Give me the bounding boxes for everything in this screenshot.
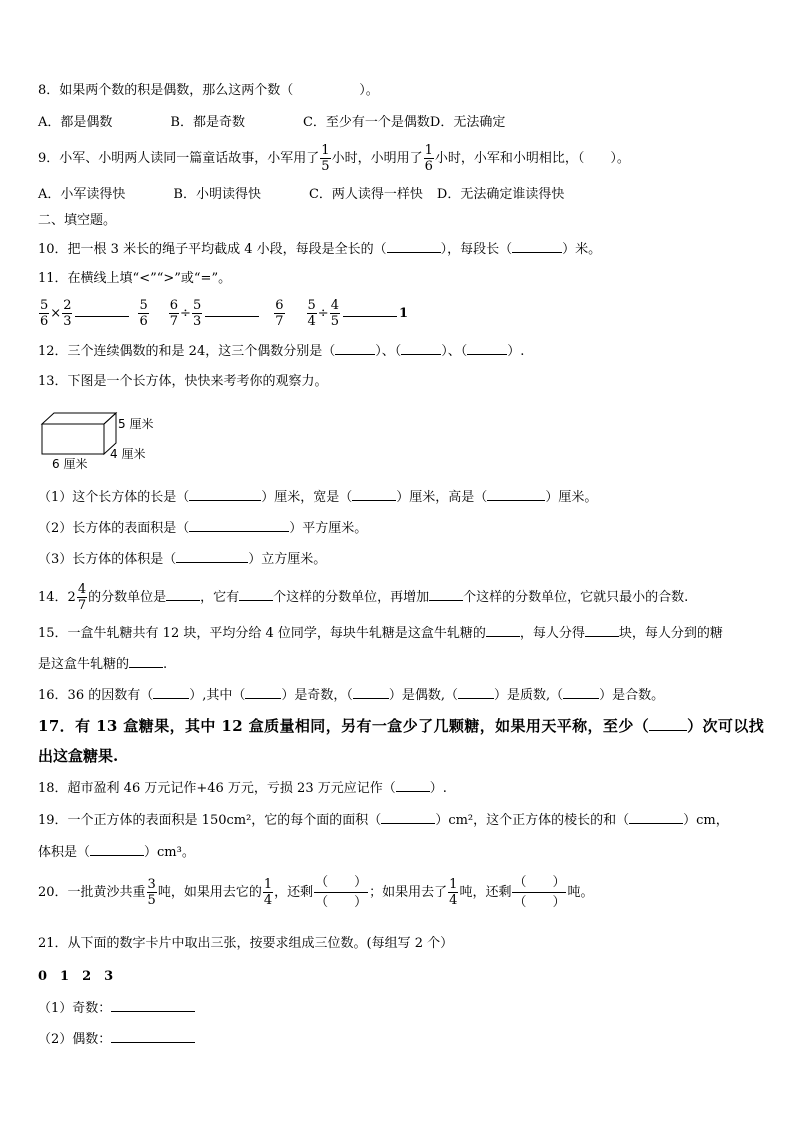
height-label: 5 厘米 xyxy=(118,417,154,431)
q17-text-1: 17．有 13 盒糖果，其中 12 盒质量相同，另有一盒少了几颗糖，如果用天平称，至少（ xyxy=(38,717,650,735)
fraction-numerator: 3 xyxy=(147,877,156,892)
answer-blank[interactable] xyxy=(429,588,463,601)
question-8-stem xyxy=(38,82,379,100)
answer-blank[interactable] xyxy=(153,686,189,699)
q13-1-text-4: ）厘米。 xyxy=(545,490,598,505)
fraction xyxy=(147,877,157,908)
fraction-denominator: 7 xyxy=(169,314,179,329)
q10-text-2: ），每段长（ xyxy=(440,242,513,257)
q17-text-2: ）次可以找 xyxy=(687,717,765,735)
fraction xyxy=(424,143,434,174)
answer-blank[interactable] xyxy=(239,588,273,601)
q20-text-6: 吨。 xyxy=(567,885,594,900)
answer-blank[interactable] xyxy=(486,624,520,637)
answer-blank[interactable] xyxy=(129,655,163,668)
q20-text-2: 吨，如果用去它的 xyxy=(157,885,262,900)
fraction xyxy=(77,582,87,613)
question-13-part-3 xyxy=(38,550,326,569)
q15-text-2: ，每人分得 xyxy=(519,626,585,641)
operator: ÷ xyxy=(180,306,191,321)
q13-1-text-2: ）厘米，宽是（ xyxy=(261,490,353,505)
q13-2-text-1: （2）长方体的表面积是（ xyxy=(38,521,190,536)
answer-blank[interactable] xyxy=(343,304,397,317)
question-16 xyxy=(38,686,664,705)
answer-blank[interactable] xyxy=(335,342,375,355)
question-11-expressions xyxy=(38,297,408,331)
q20-text-4: ；如果用去了 xyxy=(369,885,448,900)
q9-option-a[interactable]: A．小军读得快 xyxy=(38,187,126,202)
q19-text-1: 19．一个正方体的表面积是 150cm²，它的每个面的面积（ xyxy=(38,813,382,828)
q12-text-2: ）、（ xyxy=(375,344,402,359)
q13-2-text-2: ）平方厘米。 xyxy=(289,521,368,536)
question-21-part-2 xyxy=(38,1030,195,1049)
q15-text-3: 块，每人分到的糖 xyxy=(618,626,723,641)
operator: × xyxy=(50,306,62,321)
q9-option-d[interactable]: D．无法确定谁读得快 xyxy=(436,187,565,202)
fraction-denominator: 4 xyxy=(263,893,273,908)
q16-text-3: ）是奇数，（ xyxy=(281,688,353,703)
answer-blank[interactable] xyxy=(512,240,562,253)
question-10 xyxy=(38,240,601,259)
answer-fraction-blank[interactable] xyxy=(512,873,566,912)
answer-blank[interactable] xyxy=(189,488,261,501)
question-11-stem: 11．在横线上填“<”“>”或“=”。 xyxy=(38,271,232,286)
question-8-options xyxy=(38,114,505,132)
fraction-numerator: 4 xyxy=(330,298,339,313)
fraction-numerator: 5 xyxy=(40,298,49,313)
fraction-numerator: 5 xyxy=(307,298,316,313)
q15-text-4: 是这盒牛轧糖的 xyxy=(38,657,130,672)
fraction xyxy=(62,298,72,329)
q13-1-text-3: ）厘米，高是（ xyxy=(396,490,488,505)
question-9-stem xyxy=(38,143,630,174)
answer-blank[interactable] xyxy=(353,686,389,699)
answer-blank[interactable] xyxy=(401,342,441,355)
answer-blank[interactable] xyxy=(458,686,494,699)
fraction-numerator: 1 xyxy=(321,143,330,158)
length-label: 6 厘米 xyxy=(52,457,88,471)
number-cards: 0 1 2 3 xyxy=(38,969,114,984)
q15-text-1: 15．一盒牛轧糖共有 12 块，平均分给 4 位同学，每块牛轧糖是这盒牛轧糖的 xyxy=(38,626,486,641)
fraction xyxy=(274,298,284,329)
fraction-numerator: 1 xyxy=(424,143,433,158)
q19-text-4: 体积是（ xyxy=(38,845,91,860)
q14-text-4: 个这样的分数单位，它就只最小的合数. xyxy=(463,590,689,605)
fraction-denominator: 7 xyxy=(275,314,284,329)
q9-option-b[interactable]: B．小明读得快 xyxy=(173,187,261,202)
q8-option-b[interactable]: B．都是奇数 xyxy=(170,115,245,130)
fraction-denominator: 5 xyxy=(330,314,339,329)
q16-text-2: ）,其中（ xyxy=(189,688,246,703)
q21-2-label: （2）偶数： xyxy=(38,1032,112,1047)
question-13-part-1 xyxy=(38,488,597,507)
section-heading: 二、填空题。 xyxy=(38,213,117,228)
q12-text-4: ）. xyxy=(507,344,525,359)
answer-blank[interactable] xyxy=(629,811,683,824)
q12-text-3: ）、（ xyxy=(441,344,468,359)
fraction xyxy=(330,298,340,329)
question-21-stem: 21．从下面的数字卡片中取出三张，按要求组成三位数。(每组写 2 个） xyxy=(38,936,454,951)
answer-blank[interactable] xyxy=(75,304,129,317)
fraction-denominator: 5 xyxy=(321,159,330,174)
q9-text-2: 小时，小明用了 xyxy=(331,151,423,166)
q20-text-3: ，还剩 xyxy=(274,885,314,900)
fraction xyxy=(192,298,202,329)
q14-text-2: ，它有 xyxy=(200,590,240,605)
answer-blank[interactable] xyxy=(90,843,144,856)
q9-text-3: 小时，小军和小明相比，（ ）。 xyxy=(434,151,630,166)
answer-blank[interactable] xyxy=(205,304,259,317)
q18-text-2: ）. xyxy=(429,781,447,796)
q12-text-1: 12．三个连续偶数的和是 24，这三个偶数分别是（ xyxy=(38,344,336,359)
fraction-numerator: 6 xyxy=(275,298,284,313)
question-15-line-1 xyxy=(38,624,723,643)
fraction-denominator: 6 xyxy=(139,314,148,329)
q9-text-1: 9．小军、小明两人读同一篇童话故事，小军用了 xyxy=(38,151,320,166)
question-15-line-2 xyxy=(38,655,167,674)
q10-text-1: 10．把一根 3 米长的绳子平均截成 4 小段，每段是全长的（ xyxy=(38,242,387,257)
cuboid-figure xyxy=(40,410,120,458)
question-14 xyxy=(38,582,688,613)
answer-blank[interactable] xyxy=(563,686,599,699)
q16-text-6: ）是合数。 xyxy=(599,688,665,703)
answer-blank[interactable] xyxy=(585,624,619,637)
q20-text-1: 20．一批黄沙共重 xyxy=(38,885,146,900)
question-13-stem: 13．下图是一个长方体，快快来考考你的观察力。 xyxy=(38,374,328,389)
q8-option-c-d[interactable]: C．至少有一个是偶数D．无法确定 xyxy=(302,115,506,130)
fraction-denominator: 3 xyxy=(63,314,72,329)
fraction-denominator: 7 xyxy=(77,598,87,613)
fraction xyxy=(169,298,179,329)
question-18 xyxy=(38,779,447,798)
q16-text-4: ）是偶数,（ xyxy=(388,688,459,703)
blank-numerator[interactable]: （ ） xyxy=(512,873,566,893)
q19-text-3: ）cm， xyxy=(683,813,729,828)
answer-blank[interactable] xyxy=(111,1030,195,1043)
fraction-denominator: 6 xyxy=(424,159,433,174)
q20-text-5: 吨，还剩 xyxy=(459,885,512,900)
fraction-numerator: 1 xyxy=(263,877,273,892)
question-19-line-1 xyxy=(38,811,729,830)
fraction-denominator: 3 xyxy=(192,314,202,329)
answer-blank[interactable] xyxy=(649,716,687,731)
fraction xyxy=(39,298,49,329)
q10-text-3: ）米。 xyxy=(562,242,602,257)
question-19-line-2 xyxy=(38,843,195,862)
fraction-numerator: 5 xyxy=(139,298,148,313)
fraction-numerator: 4 xyxy=(77,582,87,597)
fraction-numerator: 1 xyxy=(449,877,458,892)
fraction-denominator: 6 xyxy=(40,314,49,329)
fraction-denominator: 5 xyxy=(147,893,156,908)
fraction-denominator: 4 xyxy=(307,314,316,329)
q8-text-end: ）。 xyxy=(359,83,379,98)
fraction xyxy=(320,143,330,174)
q9-option-c[interactable]: C．两人读得一样快 xyxy=(308,187,423,202)
answer-blank[interactable] xyxy=(487,488,545,501)
q13-3-text-1: （3）长方体的体积是（ xyxy=(38,552,177,567)
q8-option-a[interactable]: A．都是偶数 xyxy=(38,115,113,130)
q13-3-text-2: ）立方厘米。 xyxy=(248,552,327,567)
answer-blank[interactable] xyxy=(467,342,507,355)
answer-blank[interactable] xyxy=(387,240,441,253)
question-17-line-1 xyxy=(38,716,764,736)
question-20 xyxy=(38,872,594,914)
question-17-line-2: 出这盒糖果. xyxy=(38,747,119,765)
answer-blank[interactable] xyxy=(189,519,289,532)
answer-blank[interactable] xyxy=(166,588,200,601)
answer-blank[interactable] xyxy=(352,488,396,501)
answer-blank[interactable] xyxy=(245,686,281,699)
width-label: 4 厘米 xyxy=(110,447,146,461)
answer-blank[interactable] xyxy=(176,550,248,563)
q19-text-2: ）cm²，这个正方体的棱长的和（ xyxy=(435,813,630,828)
answer-blank[interactable] xyxy=(396,779,430,792)
fraction-numerator: 6 xyxy=(169,298,179,313)
fraction-denominator: 4 xyxy=(449,893,458,908)
q15-text-5: . xyxy=(163,657,168,672)
question-21-part-1 xyxy=(38,999,195,1018)
q14-text-1: 的分数单位是 xyxy=(88,590,167,605)
blank-denominator[interactable]: （ ） xyxy=(315,895,368,910)
blank-denominator[interactable]: （ ） xyxy=(513,895,566,910)
q14-text-0: 14．2 xyxy=(38,590,76,605)
q21-1-label: （1）奇数： xyxy=(38,1001,112,1016)
fraction xyxy=(307,298,317,329)
fraction-numerator: 2 xyxy=(63,298,72,313)
answer-blank[interactable] xyxy=(111,999,195,1012)
q18-text-1: 18．超市盈利 46 万元记作+46 万元，亏损 23 万元应记作（ xyxy=(38,781,396,796)
answer-blank[interactable] xyxy=(381,811,435,824)
q16-text-1: 16．36 的因数有（ xyxy=(38,688,154,703)
q14-text-3: 个这样的分数单位，再增加 xyxy=(273,590,430,605)
q8-text: 8．如果两个数的积是偶数，那么这两个数（ xyxy=(38,83,294,98)
q16-text-5: ）是质数,（ xyxy=(494,688,564,703)
blank-numerator[interactable]: （ ） xyxy=(314,873,368,893)
fraction-numerator: 5 xyxy=(192,298,202,313)
q19-text-5: ）cm³。 xyxy=(144,845,195,860)
question-9-options xyxy=(38,186,564,204)
question-12 xyxy=(38,342,524,361)
question-13-part-2 xyxy=(38,519,367,538)
fraction xyxy=(138,298,148,329)
operator: ÷ xyxy=(317,306,329,321)
comparison-value: 1 xyxy=(398,306,409,321)
answer-fraction-blank[interactable] xyxy=(314,873,368,912)
fraction xyxy=(263,877,273,908)
fraction xyxy=(448,877,458,908)
q13-1-text-1: （1）这个长方体的长是（ xyxy=(38,490,190,505)
